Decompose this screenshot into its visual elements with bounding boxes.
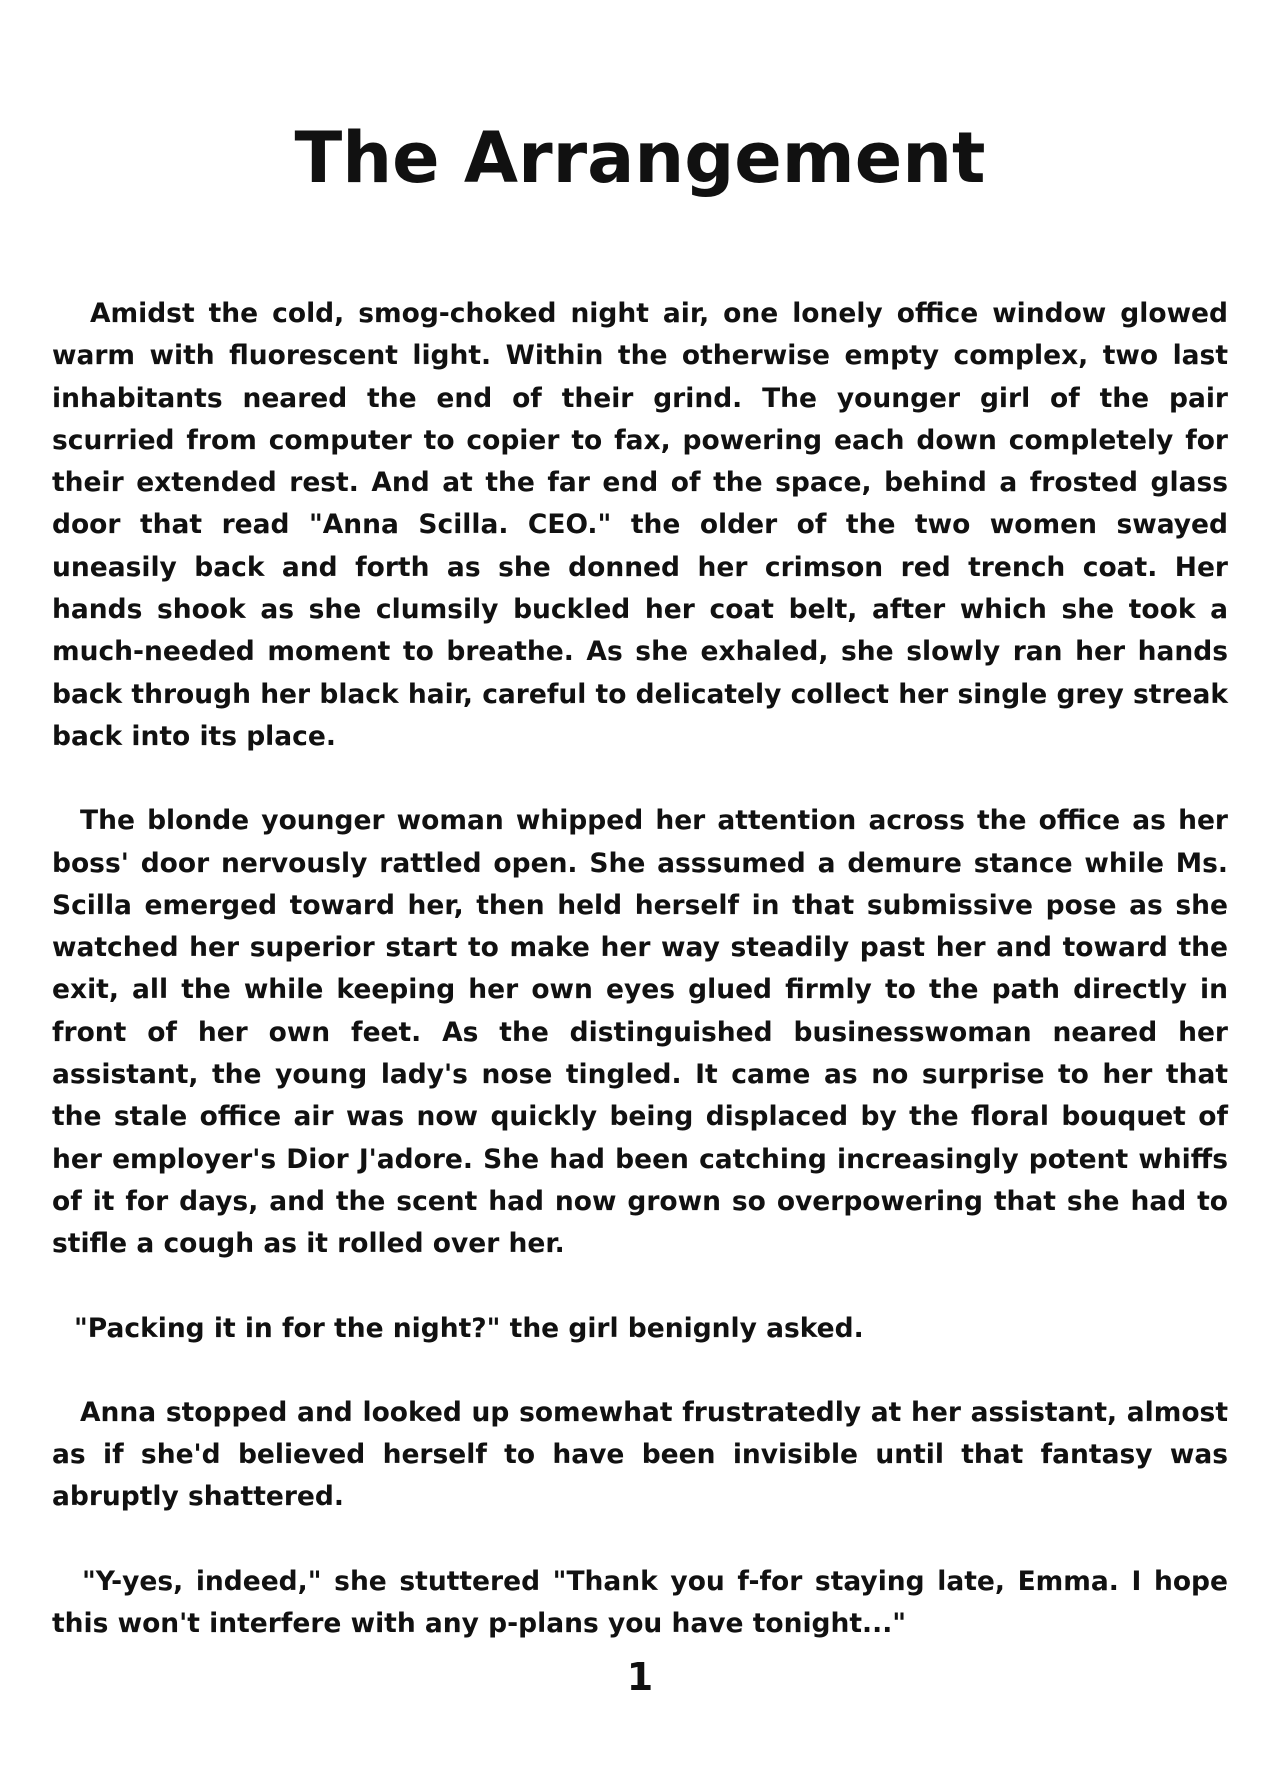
paragraph-4: Anna stopped and looked up somewhat frustratedly at her assistant, almost as if she'd believed herself to have been invisible until that fantasy was abruptly shattered. (52, 1396, 1228, 1513)
paragraph-2: The blonde younger woman whipped her attention across the office as her boss' door nervously rattled open. She asssumed a demure stance while Ms. Scilla emerged toward her, then held herself in that submissive pose as she watched her superior start to make her way steadily past her and toward the exit, all the while keeping her own eyes glued firmly to the path directly in front of her own feet. As the distinguished businesswoman neared her assistant, the young lady's nose tingled. It came as no surprise to her that the stale office air was now quickly being displaced by the floral bouquet of her employer's Dior J'adore. She had been catching increasingly potent whiffs of it for days, and the scent had now grown so overpowering that she had to stifle a cough as it rolled over her. (52, 805, 1228, 1260)
paragraph-1: Amidst the cold, smog-choked night air, one lonely office window glowed warm with fluorescent light. Within the otherwise empty complex, two last inhabitants neared the end of their grind. The younger girl of the pair scurried from computer to copier to fax, powering each down completely for their extended rest. And at the far end of the space, behind a frosted glass door that read "Anna Scilla. CEO." the older of the two women swayed uneasily back and forth as she donned her crimson red trench coat. Her hands shook as she clumsily buckled her coat belt, after which she took a much-needed moment to breathe. As she exhaled, she slowly ran her hands back through her black hair, careful to delicately collect her single grey streak back into its place. (52, 298, 1228, 752)
paragraph-5: "Y-yes, indeed," she stuttered "Thank you f-for staying late, Emma. I hope this won't interfere with any p-plans you have tonight..." (52, 1565, 1228, 1640)
story-body (52, 293, 1228, 1687)
page-title: The Arrangement (294, 117, 986, 199)
page-number: 1 (626, 1655, 654, 1699)
paragraph-3: "Packing it in for the night?" the girl benignly asked. (74, 1312, 864, 1344)
